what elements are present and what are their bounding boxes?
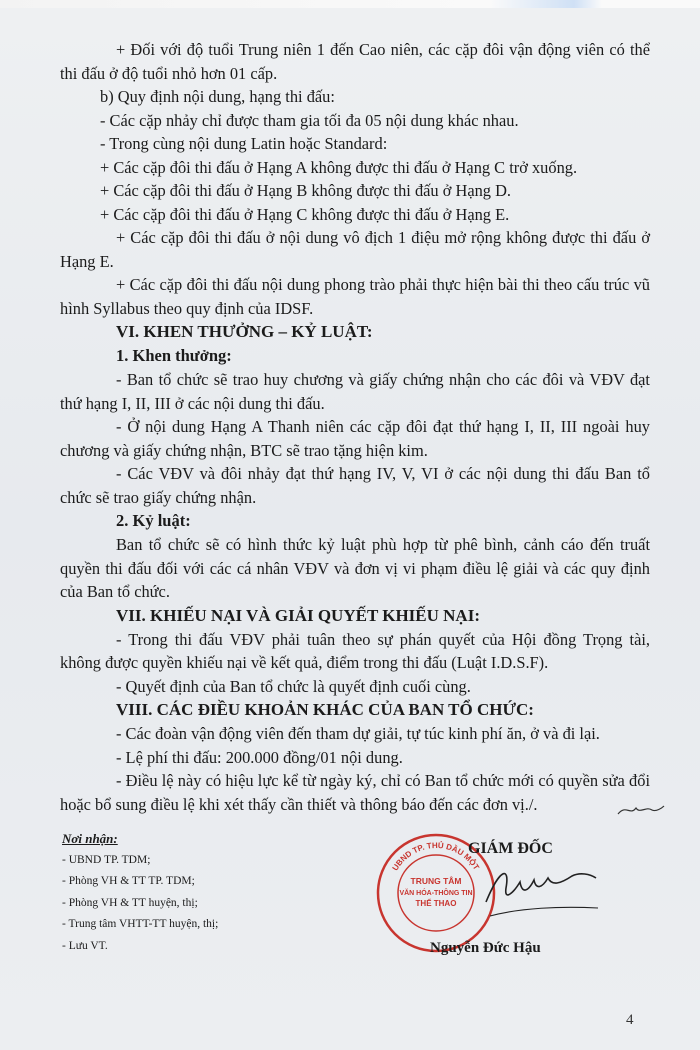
recipient-item: - Lưu VT. — [62, 939, 108, 952]
paragraph: - Trong cùng nội dung Latin hoặc Standard: — [100, 134, 388, 153]
paragraph: - Các đoàn vận động viên đến tham dự giải, tự túc kinh phí ăn, ở và đi lại. — [116, 724, 600, 743]
paragraph: - Các cặp nhảy chỉ được tham gia tối đa 05 nội dung khác nhau. — [100, 110, 519, 130]
paragraph: b) Quy định nội dung, hạng thi đấu: — [100, 87, 335, 106]
paragraph: - Điều lệ này có hiệu lực kể từ ngày ký, chỉ có Ban tổ chức mới có quyền sửa đổi hoặc bổ sung điều lệ khi xét thấy cần thiết và thông báo đến các đơn vị./. — [60, 771, 650, 814]
paragraph: Ban tổ chức sẽ có hình thức kỷ luật phù hợp từ phê bình, cảnh cáo đến truất quyền thi đấu đối với các cá nhân VĐV và đơn vị vi phạm điều lệ giải và các quy định của Ban tổ chức. — [60, 535, 650, 601]
stamp-outer-text: UBND TP. THỦ DẦU MỘT — [390, 840, 481, 873]
scan-edge — [0, 0, 700, 8]
section-heading: 2. Kỷ luật: — [116, 511, 191, 530]
recipient-item: - Phòng VH & TT TP. TDM; — [62, 875, 195, 887]
recipients-title: Nơi nhận: — [62, 831, 118, 846]
section-heading: VI. KHEN THƯỞNG – KỶ LUẬT: — [116, 322, 373, 341]
initial-mark — [616, 800, 666, 820]
paragraph: - Trong thi đấu VĐV phải tuân theo sự phán quyết của Hội đồng Trọng tài, không được quyền khiếu nại về kết quả, điểm trong thi đấu (Luật I.D.S.F). — [60, 629, 650, 672]
recipients-block — [62, 828, 218, 957]
handwritten-signature — [480, 858, 600, 922]
paragraph: + Các cặp đôi thi đấu ở Hạng C không được thi đấu ở Hạng E. — [100, 204, 510, 224]
paragraph: - Lệ phí thi đấu: 200.000 đồng/01 nội dung. — [116, 747, 403, 767]
section-heading: VII. KHIẾU NẠI VÀ GIẢI QUYẾT KHIẾU NẠI: — [116, 605, 480, 625]
section-heading: 1. Khen thưởng: — [116, 346, 232, 365]
paragraph: + Đối với độ tuổi Trung niên 1 đến Cao niên, các cặp đôi vận động viên có thể thi đấu ở độ tuổi nhỏ hơn 01 cấp. — [60, 40, 650, 83]
paragraph: + Các cặp đôi thi đấu nội dung phong trào phải thực hiện bài thi theo cấu trúc vũ hình Syllabus theo quy định của IDSF. — [60, 275, 650, 318]
signer-title: GIÁM ĐỐC — [468, 840, 553, 857]
paragraph: + Các cặp đôi thi đấu ở Hạng B không được thi đấu ở Hạng D. — [100, 181, 512, 200]
paragraph: - Các VĐV và đôi nhảy đạt thứ hạng IV, V, VI ở các nội dung thi đấu Ban tổ chức sẽ trao giấy chứng nhận. — [60, 464, 650, 507]
stamp-line1: TRUNG TÂM — [410, 876, 462, 886]
stamp-line2: VĂN HÓA-THÔNG TIN — [399, 890, 473, 897]
document-body — [60, 38, 650, 816]
paragraph: + Các cặp đôi thi đấu ở Hạng A không được thi đấu ở Hạng C trở xuống. — [100, 157, 578, 177]
stamp-line3: THỂ THAO — [415, 899, 457, 908]
paragraph: - Ban tổ chức sẽ trao huy chương và giấy chứng nhận cho các đôi và VĐV đạt thứ hạng I, II, III ở các nội dung thi đấu. — [60, 370, 650, 413]
recipient-item: - Phòng VH & TT huyện, thị; — [62, 896, 198, 909]
page-number: 4 — [626, 1012, 634, 1028]
paragraph: - Ở nội dung Hạng A Thanh niên các cặp đôi đạt thứ hạng I, II, III ngoài huy chương và giấy chứng nhận, BTC sẽ trao tặng hiện kim. — [60, 417, 650, 460]
recipient-item: - Trung tâm VHTT-TT huyện, thị; — [62, 918, 219, 930]
recipient-item: - UBND TP. TDM; — [62, 853, 151, 866]
section-heading: VIII. CÁC ĐIỀU KHOẢN KHÁC CỦA BAN TỔ CHỨC: — [116, 700, 534, 719]
paragraph: - Quyết định của Ban tổ chức là quyết định cuối cùng. — [116, 676, 471, 696]
paragraph: + Các cặp đôi thi đấu ở nội dung vô địch 1 điệu mở rộng không được thi đấu ở Hạng E. — [60, 228, 650, 271]
signer-name: Nguyễn Đức Hậu — [430, 940, 541, 956]
